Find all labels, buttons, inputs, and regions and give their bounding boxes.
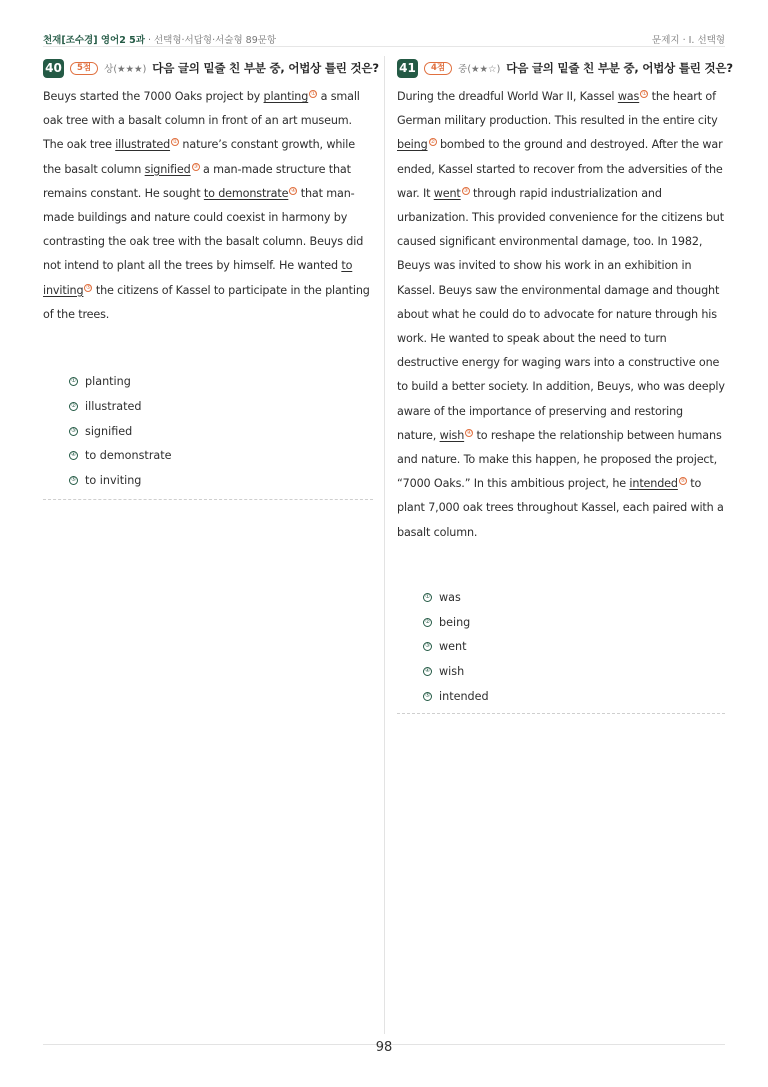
choice-marker: ④ [290, 187, 296, 194]
choice-text: wish [439, 665, 465, 679]
answer-choice[interactable] [69, 443, 373, 468]
points-badge: 5점 [70, 62, 98, 75]
underlined-phrase: illustrated [115, 138, 171, 152]
header-section: 문제지 · I. 선택형 [652, 35, 725, 46]
question-number: 41 [397, 59, 418, 78]
answer-choice[interactable] [423, 585, 725, 610]
question-number: 40 [43, 59, 64, 78]
passage-text [43, 85, 373, 327]
passage-segment: Beuys started the 7000 Oaks project by [43, 90, 264, 103]
underlined-phrase: intended [629, 477, 678, 491]
choice-text: signified [85, 424, 133, 438]
question-header [43, 58, 379, 78]
answer-choice[interactable] [69, 369, 373, 394]
choice-marker: ③ [193, 163, 198, 170]
question-title: 다음 글의 밑줄 친 부분 중, 어법상 틀린 것은? [152, 61, 379, 75]
choice-number: ④ [423, 667, 432, 676]
passage-segment: the citizens of Kassel to participate in the planting of the trees. [43, 283, 370, 321]
underlined-phrase: wish [439, 428, 465, 442]
answer-choice[interactable] [69, 468, 373, 493]
passage-segment: through rapid industrialization and urbanization. This provided convenience for the citizens but caused significant environmental damage, too. In 1982, Beuys was invited to show his work in an exhibition in Kassel. Beuys saw the environmental damage and thought about what he could do to advocate for nature through his work. He wanted to speak about the need to turn destructive energy for waging wars into a constructive one to build a better society. In addition, Beuys, who was deeply aware of the importance of preserving and restoring nature, [397, 186, 725, 442]
answer-choices [69, 369, 373, 493]
answer-choice[interactable] [69, 394, 373, 419]
choice-marker: ① [641, 91, 647, 97]
question-41 [397, 58, 733, 714]
passage-segment: the heart of German military production. This resulted in the entire city [397, 90, 718, 128]
underlined-phrase: to inviting [43, 259, 353, 297]
choice-text: being [439, 615, 471, 629]
passage-segment: nature’s constant growth, while the basalt column [43, 138, 355, 176]
passage-segment: bombed to the ground and destroyed. After the war ended, Kassel started to recover from the adversities of the war. It [397, 138, 723, 200]
answer-choices [423, 585, 725, 709]
passage-text [397, 85, 725, 545]
passage-segment: that man-made buildings and nature could coexist in harmony by contrasting the oak tree with the basalt column. Beuys did not intend to plant all the trees by himself. He wanted [43, 186, 364, 273]
choice-number: ② [423, 618, 432, 627]
question-separator [397, 713, 725, 714]
question-title: 다음 글의 밑줄 친 부분 중, 어법상 틀린 것은? [506, 61, 733, 75]
question-40 [43, 58, 379, 500]
answer-choice[interactable] [423, 684, 725, 709]
header-brand: 천재[조수경] 영어2 5과 [43, 35, 145, 46]
choice-text: illustrated [85, 399, 142, 413]
choice-number: ① [423, 593, 432, 602]
difficulty-level: 중(★★☆) [458, 64, 501, 75]
passage-segment: to plant 7,000 oak trees throughout Kassel, each paired with a basalt column. [397, 477, 724, 539]
passage-segment: During the dreadful World War II, Kassel [397, 90, 618, 103]
choice-number: ⑤ [69, 476, 78, 485]
choice-marker: ② [172, 139, 178, 146]
column-divider [384, 56, 385, 1034]
underlined-phrase: being [397, 138, 428, 152]
choice-marker: ④ [466, 429, 472, 436]
page-header [43, 29, 725, 47]
choice-text: to inviting [85, 474, 142, 488]
choice-number: ④ [69, 451, 78, 460]
points-badge: 4점 [424, 62, 452, 75]
header-subtitle: · 선택형·서답형·서술형 89문항 [144, 35, 277, 46]
passage-segment: a man-made structure that remains constant. He sought [43, 162, 351, 200]
passage-segment: a small oak tree with a basalt column in front of an art museum. The oak tree [43, 90, 360, 152]
passage-segment: to reshape the relationship between humans and nature. To make this happen, he proposed the project, “7000 Oaks.” In this ambitious project, he [397, 428, 722, 491]
choice-marker: ① [310, 91, 316, 97]
choice-marker: ⑤ [680, 478, 686, 485]
underlined-phrase: was [617, 90, 640, 103]
choice-marker: ⑤ [86, 284, 91, 291]
choice-number: ③ [423, 642, 432, 651]
underlined-phrase: went [433, 186, 461, 200]
header-title [43, 32, 276, 46]
difficulty-level: 상(★★★) [104, 64, 147, 75]
choice-text: went [439, 640, 467, 654]
choice-marker: ② [430, 139, 435, 146]
answer-choice[interactable] [423, 659, 725, 684]
underlined-phrase: signified [144, 162, 191, 176]
question-separator [43, 499, 373, 500]
choice-number: ⑤ [423, 692, 432, 701]
choice-text: planting [85, 374, 131, 388]
page-number: 98 [375, 1040, 393, 1055]
choice-number: ② [69, 402, 78, 411]
choice-marker: ③ [463, 187, 469, 194]
underlined-phrase: planting [263, 90, 309, 103]
choice-number: ③ [69, 427, 78, 436]
question-header [397, 58, 733, 78]
answer-choice[interactable] [423, 610, 725, 635]
choice-number: ① [69, 377, 78, 386]
answer-choice[interactable] [423, 634, 725, 659]
choice-text: to demonstrate [85, 449, 172, 463]
choice-text: intended [439, 689, 489, 703]
answer-choice[interactable] [69, 419, 373, 444]
choice-text: was [439, 590, 461, 604]
underlined-phrase: to demonstrate [203, 186, 289, 200]
